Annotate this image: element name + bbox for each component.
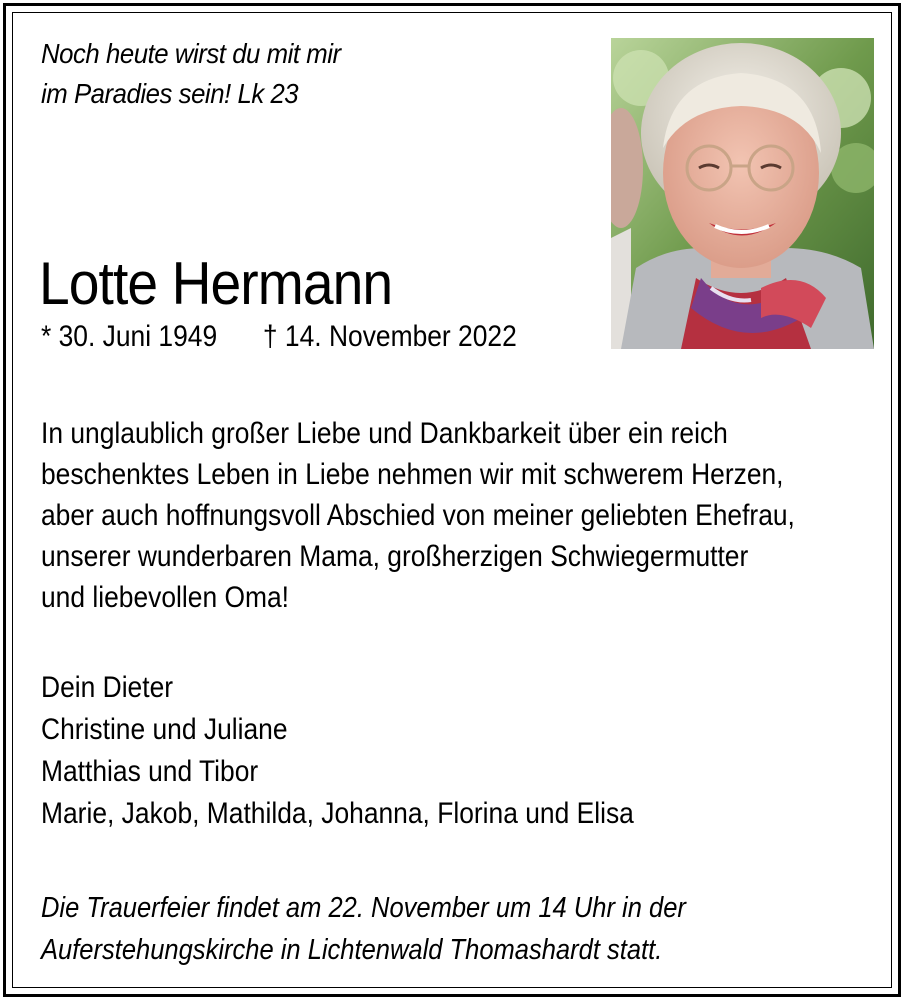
deceased-name: Lotte Hermann (39, 250, 393, 317)
birth-date: * 30. Juni 1949 (41, 320, 218, 353)
obituary-message (41, 413, 795, 618)
portrait-photo (611, 38, 874, 349)
mourner-line: Christine und Juliane (41, 713, 288, 746)
mourners-list (41, 667, 634, 835)
verse-line-2: im Paradies sein! Lk 23 (41, 78, 299, 109)
funeral-service-info (41, 887, 686, 971)
message-line: aber auch hoffnungsvoll Abschied von meiner geliebten Ehefrau, (41, 499, 795, 532)
service-line: Auferstehungskirche in Lichtenwald Thomashardt statt. (41, 934, 663, 966)
mourner-line: Matthias und Tibor (41, 755, 259, 788)
death-date: † 14. November 2022 (262, 320, 517, 353)
verse-line-1: Noch heute wirst du mit mir (41, 38, 341, 69)
message-line: unserer wunderbaren Mama, großherzigen Schwiegermutter (41, 540, 749, 573)
message-line: beschenktes Leben in Liebe nehmen wir mit schwerem Herzen, (41, 458, 784, 491)
message-line: und liebevollen Oma! (41, 581, 290, 614)
mourner-line: Marie, Jakob, Mathilda, Johanna, Florina und Elisa (41, 797, 634, 830)
life-dates (41, 318, 517, 356)
bible-verse (41, 34, 341, 114)
message-line: In unglaublich großer Liebe und Dankbarkeit über ein reich (41, 417, 728, 450)
mourner-line: Dein Dieter (41, 671, 174, 704)
service-line: Die Trauerfeier findet am 22. November um 14 Uhr in der (41, 892, 686, 924)
